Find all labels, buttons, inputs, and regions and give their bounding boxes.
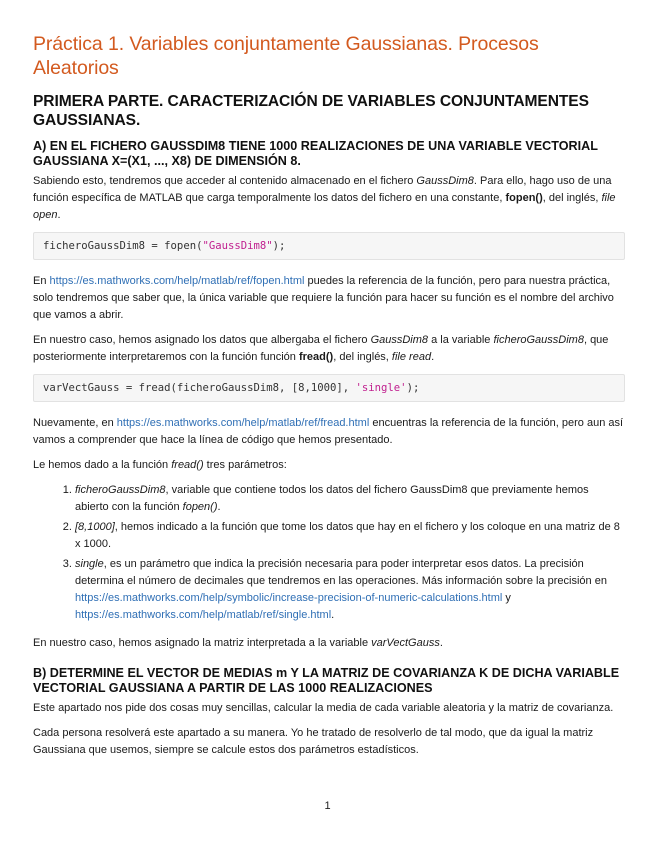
paragraph-fread-reference: Nuevamente, en https://es.mathworks.com/help/matlab/ref/fread.html encuentras la referencia de la función, pero aun así vamos a comprender que hace la línea de código que hemos presentado. [33,417,624,446]
code-block-fopen: ficheroGaussDim8 = fopen("GaussDim8"); [33,232,625,260]
paragraph-section-b-2: Cada persona resolverá este apartado a su manera. Yo he tratado de resolverlo de tal modo, que da igual la matriz Gaussiana que usemos, siempre se calcule estos dos parámetros estadísticos. [33,727,594,756]
parameter-list [33,482,625,624]
page-title: Práctica 1. Variables conjuntamente Gaussianas. Procesos Aleatorios [33,33,539,79]
section-a-heading: A) EN EL FICHERO GAUSSDIM8 TIENE 1000 REALIZACIONES DE UNA VARIABLE VECTORIAL GAUSSIANA X=(X1, ..., X8) DE DIMENSIÓN 8. [33,139,598,168]
page-number: 1 [324,800,331,812]
fread-doc-link[interactable]: https://es.mathworks.com/help/matlab/ref/fread.html [116,417,370,429]
document-page [33,32,625,767]
paragraph-fread-intro: En nuestro caso, hemos asignado los datos que albergaba el fichero GaussDim8 a la variable ficheroGaussDim8, que posteriormente interpretaremos con la función función fread(), del inglés, file read. [33,334,609,363]
list-item: 2. [8,1000], hemos indicado a la función que tome los datos que hay en el fichero y los coloque en una matriz de 8 x 1000. [75,519,625,553]
code-block-fread: varVectGauss = fread(ficheroGaussDim8, [8,1000], 'single'); [33,374,625,402]
part1-heading: PRIMERA PARTE. CARACTERIZACIÓN DE VARIABLES CONJUNTAMENTES GAUSSIANAS. [33,93,589,129]
single-doc-link[interactable]: https://es.mathworks.com/help/matlab/ref/single.html [75,609,332,621]
paragraph-fopen-intro: Sabiendo esto, tendremos que acceder al contenido almacenado en el fichero GaussDim8. Para ello, hago uso de una función específica de MATLAB que carga temporalmente los datos del fichero en una constante, fopen(), del inglés, file open. [33,175,616,221]
list-item: 1. ficheroGaussDim8, variable que contiene todos los datos del fichero GaussDim8 que previamente hemos abierto con la función fopen(). [75,482,625,516]
paragraph-fopen-reference: En https://es.mathworks.com/help/matlab/ref/fopen.html puedes la referencia de la función, pero para nuestra práctica, solo tendremos que saber que, la única variable que requiere la función para hacer su función es el nombre del archivo que vamos a abrir. [33,275,614,321]
paragraph-assignment: En nuestro caso, hemos asignado la matriz interpretada a la variable varVectGauss. [33,637,443,649]
section-b-heading: B) DETERMINE EL VECTOR DE MEDIAS m Y LA MATRIZ DE COVARIANZA K DE DICHA VARIABLE VECTORIAL GAUSSIANA A PARTIR DE LAS 1000 REALIZACIONES [33,666,620,695]
precision-doc-link[interactable]: https://es.mathworks.com/help/symbolic/increase-precision-of-numeric-calculations.html [75,592,503,604]
paragraph-section-b-1: Este apartado nos pide dos cosas muy sencillas, calcular la media de cada variable aleatoria y la matriz de covarianza. [33,702,614,714]
paragraph-params-intro: Le hemos dado a la función fread() tres parámetros: [33,459,287,471]
list-item: 3. single, es un parámetro que indica la precisión necesaria para poder interpretar esos datos. La precisión determina el número de decimales que tendremos en las operaciones. Más información sobre la precisión en https://es.mathworks.com/help/symbolic/increase-precision-of-numeric-calculations.html y https://es.mathworks.com/help/matlab/ref/single.html. [75,556,625,624]
fopen-doc-link[interactable]: https://es.mathworks.com/help/matlab/ref/fopen.html [49,275,305,287]
